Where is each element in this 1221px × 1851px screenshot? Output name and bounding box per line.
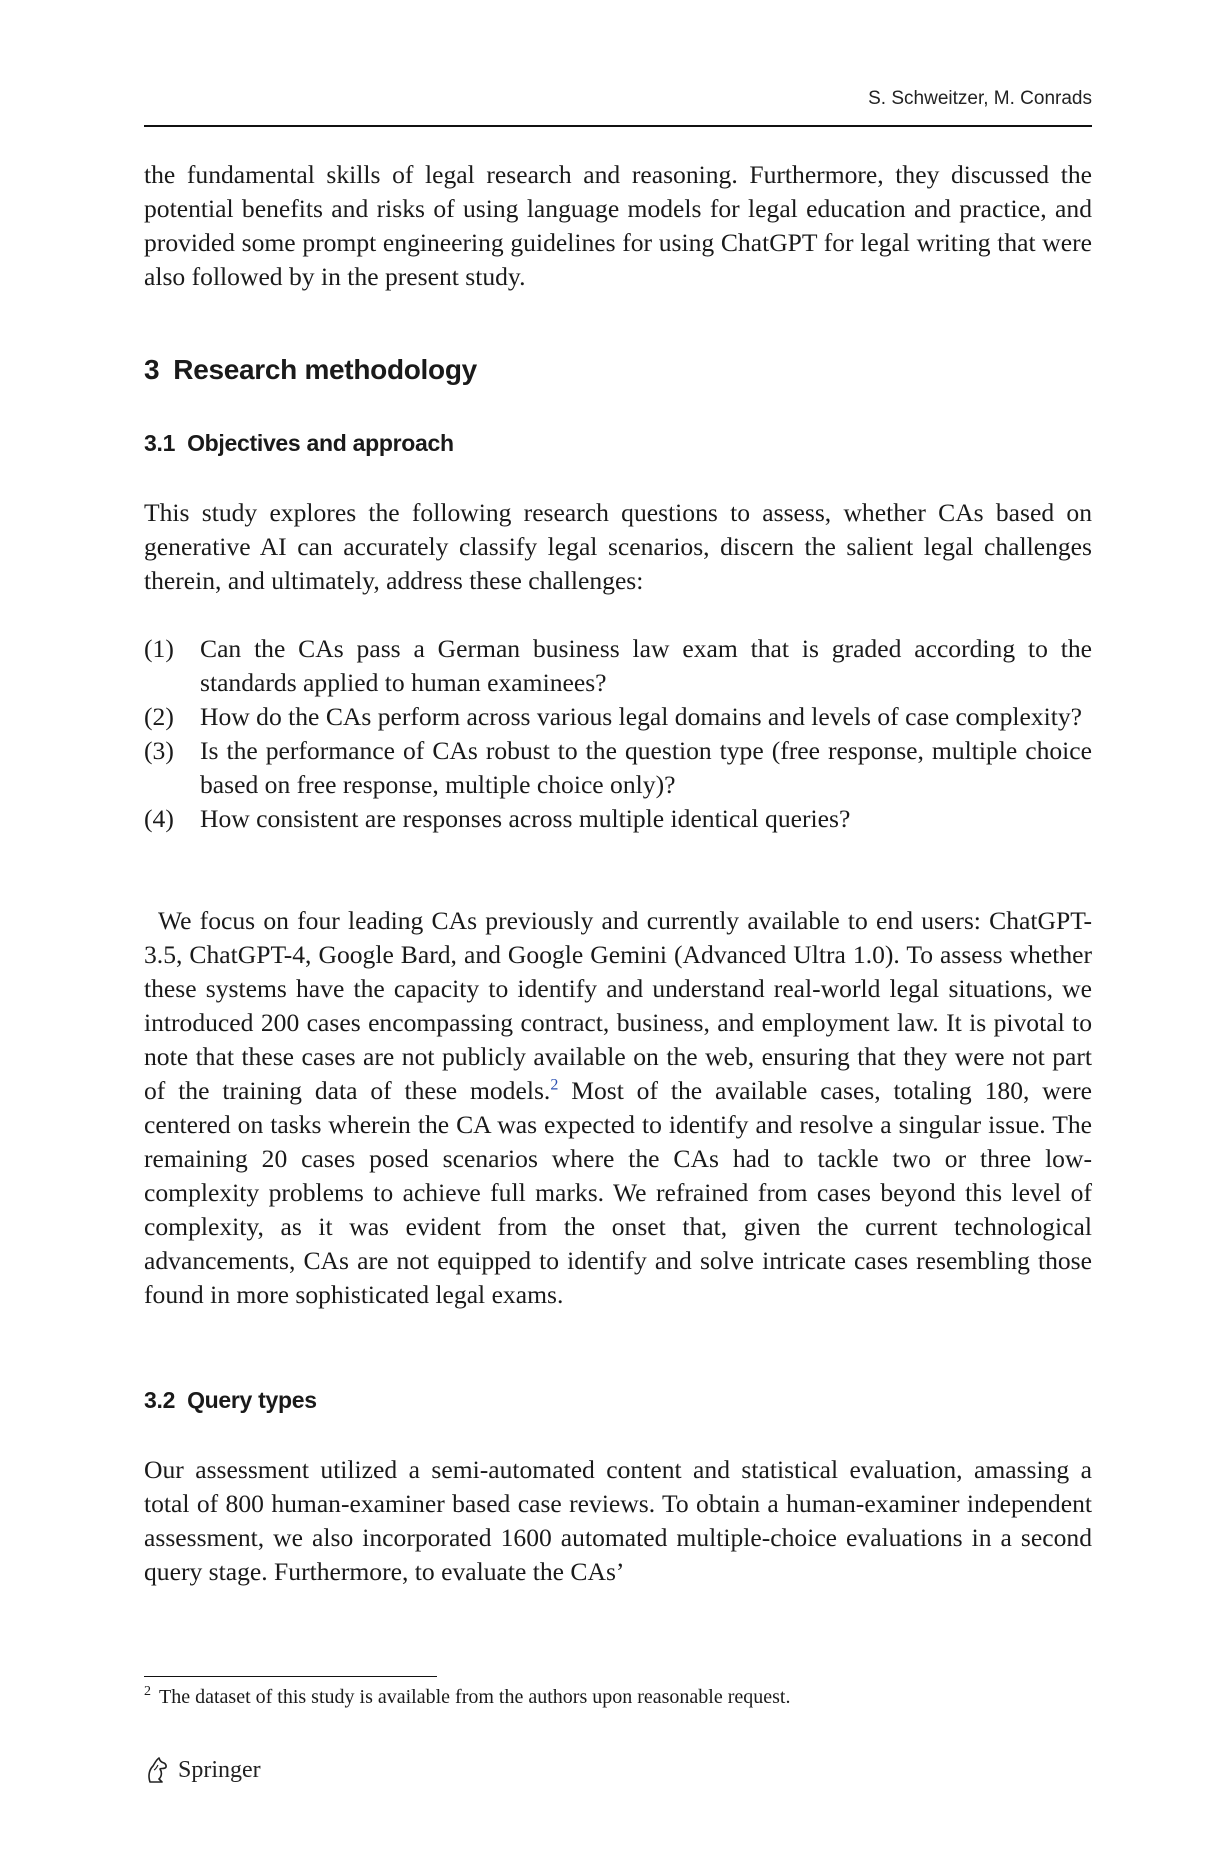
section-heading-3: [144, 354, 477, 386]
research-question-item: [144, 802, 1092, 836]
subsection-number: 3.2: [144, 1387, 176, 1413]
research-question-number: (2): [144, 702, 174, 731]
footnote-text: The dataset of this study is available from the authors upon reasonable request.: [159, 1686, 791, 1708]
footnote: [144, 1684, 1092, 1710]
research-question-item: [144, 632, 1092, 700]
header-rule: [144, 125, 1092, 127]
section-number: 3: [144, 354, 160, 385]
query-types-paragraph: Our assessment utilized a semi-automated content and statistical evaluation, amassing a total of 800 human-examiner based case reviews. To obtain a human-examiner independent assessment, we also incorporated 1600 automated multiple-choice evaluations in a second query stage. Furthermore, to evaluate the CAs’: [144, 1455, 1092, 1586]
research-question-number: (4): [144, 804, 174, 833]
research-question-number: (3): [144, 736, 174, 765]
intro-paragraph: the fundamental skills of legal research and reasoning. Furthermore, they discussed the potential benefits and risks of using language models for legal education and practice, and provided some prompt engineering guidelines for using ChatGPT for legal writing that were also followed by in the present study.: [144, 160, 1092, 291]
research-questions-list: [144, 632, 1092, 836]
focus-text-part2: Most of the available cases, totaling 180, were centered on tasks wherein the CA was expected to identify and resolve a singular issue. The remaining 20 cases posed scenarios where the CAs had to tackle two or three low-complexity problems to achieve full marks. We refrained from cases beyond this level of complexity, as it was evident from the onset that, given the current technological advancements, CAs are not equipped to identify and solve intricate cases resembling those found in more sophisticated legal exams.: [144, 1076, 1092, 1309]
publisher-name: Springer: [178, 1756, 261, 1783]
focus-text-part1: We focus on four leading CAs previously and currently available to end users: ChatGPT-3.5, ChatGPT-4, Google Bard, and Google Gemini (Advanced Ultra 1.0). To assess whether these systems have the capacity to identify and understand real-world legal situations, we introduced 200 cases encompassing contract, business, and employment law. It is pivotal to note that these cases are not publicly available on the web, ensuring that they were not part of the training data of these models.: [144, 906, 1092, 1105]
publisher-logo: [144, 1756, 261, 1784]
focus-paragraph: [144, 904, 1092, 1312]
subsection-heading-3-2: [144, 1387, 317, 1414]
research-question-text: Can the CAs pass a German business law exam that is graded according to the standards applied to human examinees?: [200, 634, 1092, 697]
footnote-rule: [144, 1676, 437, 1677]
research-questions-intro: This study explores the following research questions to assess, whether CAs based on generative AI can accurately classify legal scenarios, discern the salient legal challenges therein, and ultimately, address these challenges:: [144, 498, 1092, 595]
footnote-mark: 2: [144, 1684, 151, 1700]
subsection-number: 3.1: [144, 430, 176, 456]
research-question-item: [144, 734, 1092, 802]
research-question-text: How do the CAs perform across various legal domains and levels of case complexity?: [200, 702, 1083, 731]
research-question-item: [144, 700, 1092, 734]
footnote-reference-link[interactable]: 2: [550, 1076, 559, 1094]
subsection-title: Query types: [187, 1387, 317, 1413]
subsection-heading-3-1: [144, 430, 454, 457]
research-question-number: (1): [144, 634, 174, 663]
springer-horse-icon: [144, 1756, 170, 1784]
running-head-authors: S. Schweitzer, M. Conrads: [868, 88, 1092, 109]
research-question-text: Is the performance of CAs robust to the question type (free response, multiple choice based on free response, multiple choice only)?: [200, 736, 1092, 799]
research-question-text: How consistent are responses across multiple identical queries?: [200, 804, 851, 833]
subsection-title: Objectives and approach: [187, 430, 454, 456]
section-title: Research methodology: [173, 354, 477, 385]
